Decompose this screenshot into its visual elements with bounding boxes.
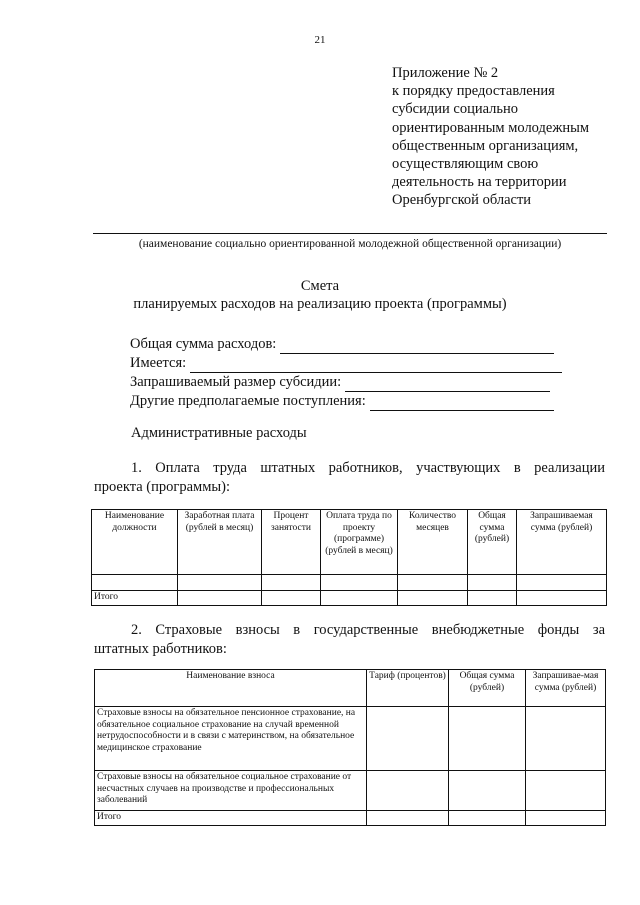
fee-name: Страховые взносы на обязательное пенсионное страхование, на обязательное социальное страхование на случай временной нетрудоспособности и в связи с материнством, на обязательное медицинское страхование: [95, 707, 367, 771]
subtitle: планируемых расходов на реализацию проекта (программы): [133, 296, 507, 312]
document-title: [0, 277, 640, 313]
table-cell[interactable]: [517, 591, 607, 606]
table-header: Наименование должности: [92, 510, 178, 575]
org-name-fill-line[interactable]: [93, 233, 607, 234]
field-requested-subsidy: [130, 373, 600, 392]
org-name-caption: (наименование социально ориентированной молодежной общественной организации): [138, 238, 562, 250]
appendix-block: [392, 64, 632, 210]
table-cell[interactable]: [468, 591, 517, 606]
table-row: [95, 707, 606, 771]
section-heading: Административные расходы: [131, 425, 307, 441]
page-number: 21: [314, 34, 326, 46]
appendix-line: деятельность на территории: [392, 174, 567, 191]
table-header: Заработная плата (рублей в месяц): [178, 510, 262, 575]
section1-paragraph: [94, 459, 605, 496]
table-cell[interactable]: [367, 707, 449, 771]
field-fill-line[interactable]: [345, 378, 550, 392]
field-fill-line[interactable]: [280, 340, 554, 354]
insurance-table: [94, 669, 606, 826]
appendix-line: Приложение № 2: [392, 65, 499, 81]
field-label: Другие предполагаемые поступления:: [130, 393, 366, 409]
paragraph-line: проекта (программы):: [94, 478, 230, 495]
table-cell[interactable]: [449, 811, 526, 826]
appendix-line: субсидии социально: [392, 101, 519, 118]
paragraph-line: 2. Страховые взносы в государственные внебюджетные фонды за: [131, 622, 605, 638]
table-cell[interactable]: [321, 591, 398, 606]
table-total-row: [92, 591, 607, 606]
table-header: Оплата труда по проекту (программе) (рублей в месяц): [321, 510, 398, 575]
table-cell[interactable]: [262, 591, 321, 606]
table-cell[interactable]: [178, 591, 262, 606]
appendix-line: к порядку предоставления: [392, 83, 555, 100]
paragraph-line: 1. Оплата труда штатных работников, участвующих в реализации: [131, 460, 605, 476]
table-header: Количество месяцев: [398, 510, 468, 575]
table-cell[interactable]: [178, 575, 262, 591]
table-cell[interactable]: [92, 575, 178, 591]
table-header: Запрашивае-мая сумма (рублей): [526, 670, 606, 707]
total-label: Итого: [92, 591, 178, 606]
table-cell[interactable]: [449, 771, 526, 811]
appendix-line: осуществляющим свою: [392, 156, 539, 173]
table-cell[interactable]: [398, 591, 468, 606]
paragraph-line: штатных работников:: [94, 640, 227, 657]
table-cell[interactable]: [398, 575, 468, 591]
fee-name: Страховые взносы на обязательное социальное страхование от несчастных случаев на производстве и профессиональных заболеваний: [95, 771, 367, 811]
field-other-income: [130, 392, 600, 411]
table-cell[interactable]: [526, 811, 606, 826]
table-cell[interactable]: [262, 575, 321, 591]
appendix-line: Оренбургской области: [392, 192, 532, 209]
table-cell[interactable]: [526, 707, 606, 771]
table-header: Общая сумма (рублей): [449, 670, 526, 707]
table-cell[interactable]: [526, 771, 606, 811]
table-cell[interactable]: [517, 575, 607, 591]
table-cell[interactable]: [367, 811, 449, 826]
table-header: Наименование взноса: [95, 670, 367, 707]
table-cell[interactable]: [449, 707, 526, 771]
field-total-expenses: [130, 335, 600, 354]
title: Смета: [300, 278, 340, 294]
field-available: [130, 354, 600, 373]
table-cell[interactable]: [321, 575, 398, 591]
table-header: Общая сумма (рублей): [468, 510, 517, 575]
appendix-line: общественным организациям,: [392, 137, 579, 154]
field-label: Имеется:: [130, 355, 187, 371]
table-row: [92, 575, 607, 591]
field-label: Общая сумма расходов:: [130, 336, 277, 352]
table-row: [95, 771, 606, 811]
table-cell[interactable]: [468, 575, 517, 591]
table-header-row: [92, 510, 607, 575]
salary-table: [91, 509, 607, 606]
table-cell[interactable]: [367, 771, 449, 811]
table-header: Тариф (процентов): [367, 670, 449, 707]
appendix-line: ориентированным молодежным: [392, 119, 590, 136]
field-fill-line[interactable]: [370, 397, 554, 411]
field-fill-line[interactable]: [190, 359, 562, 373]
table-header-row: [95, 670, 606, 707]
total-label: Итого: [95, 811, 367, 826]
table-total-row: [95, 811, 606, 826]
section2-paragraph: [94, 621, 605, 658]
table-header: Процент занятости: [262, 510, 321, 575]
summary-fields: [130, 335, 600, 411]
field-label: Запрашиваемый размер субсидии:: [130, 374, 342, 390]
table-header: Запрашиваемая сумма (рублей): [517, 510, 607, 575]
